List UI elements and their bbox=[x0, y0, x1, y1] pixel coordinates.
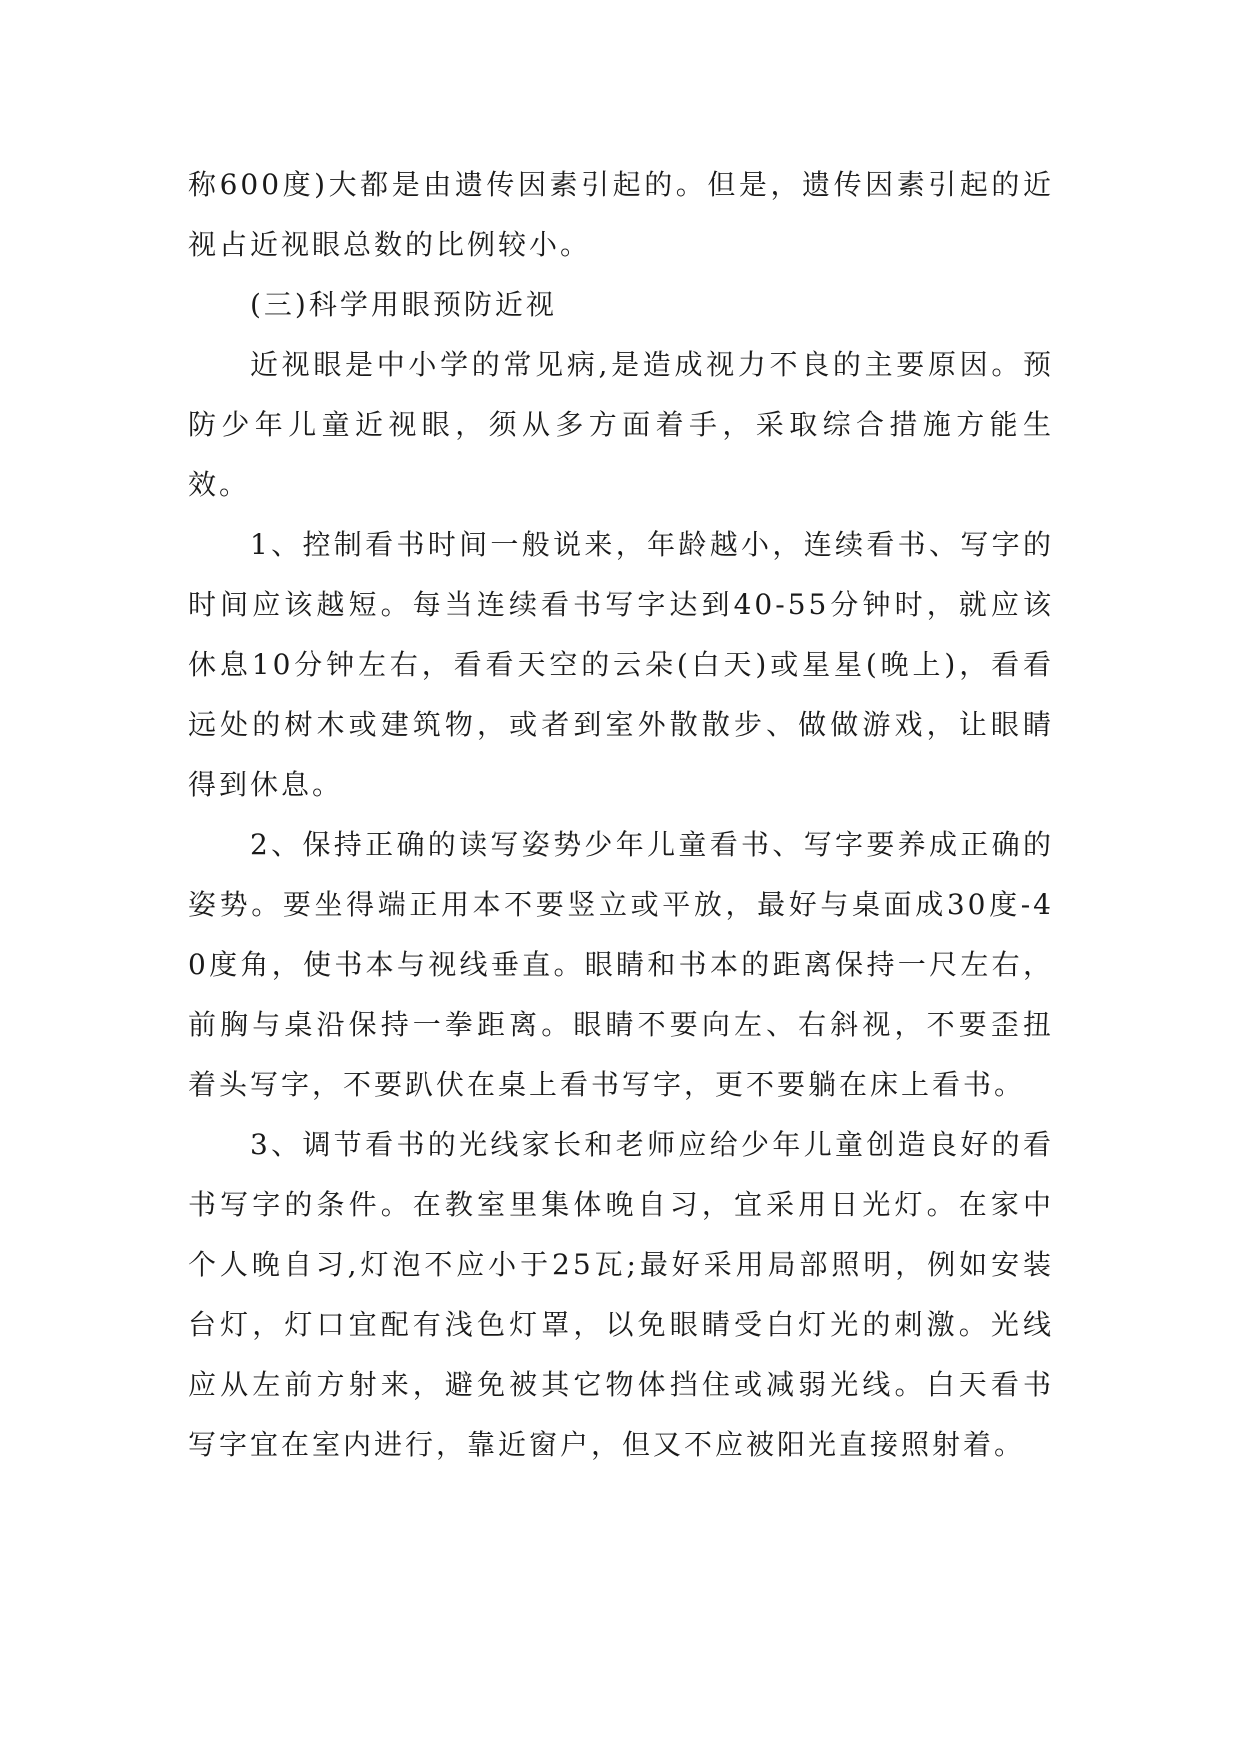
paragraph-intro: 近视眼是中小学的常见病,是造成视力不良的主要原因。预防少年儿童近视眼，须从多方面着手，采取综合措施方能生效。 bbox=[188, 348, 1054, 501]
paragraph-continuation: 称600度)大都是由遗传因素引起的。但是，遗传因素引起的近视占近视眼总数的比例较小。 bbox=[188, 168, 1054, 261]
document-body bbox=[188, 155, 1054, 1475]
section-heading: (三)科学用眼预防近视 bbox=[250, 288, 557, 321]
paragraph-item-2: 2、保持正确的读写姿势少年儿童看书、写字要养成正确的姿势。要坐得端正用本不要竖立或平放，最好与桌面成30度-40度角，使书本与视线垂直。眼睛和书本的距离保持一尺左右，前胸与桌沿保持一拳距离。眼睛不要向左、右斜视，不要歪扭着头写字，不要趴伏在桌上看书写字，更不要躺在床上看书。 bbox=[188, 828, 1054, 1101]
paragraph-item-1: 1、控制看书时间一般说来，年龄越小，连续看书、写字的时间应该越短。每当连续看书写字达到40-55分钟时，就应该休息10分钟左右，看看天空的云朵(白天)或星星(晚上)，看看远处的树木或建筑物，或者到室外散散步、做做游戏，让眼睛得到休息。 bbox=[188, 528, 1054, 801]
paragraph-item-3: 3、调节看书的光线家长和老师应给少年儿童创造良好的看书写字的条件。在教室里集体晚自习，宜采用日光灯。在家中个人晚自习,灯泡不应小于25瓦;最好采用局部照明，例如安装台灯，灯口宜配有浅色灯罩，以免眼睛受白灯光的刺激。光线应从左前方射来，避免被其它物体挡住或减弱光线。白天看书写字宜在室内进行，靠近窗户，但又不应被阳光直接照射着。 bbox=[188, 1128, 1054, 1461]
